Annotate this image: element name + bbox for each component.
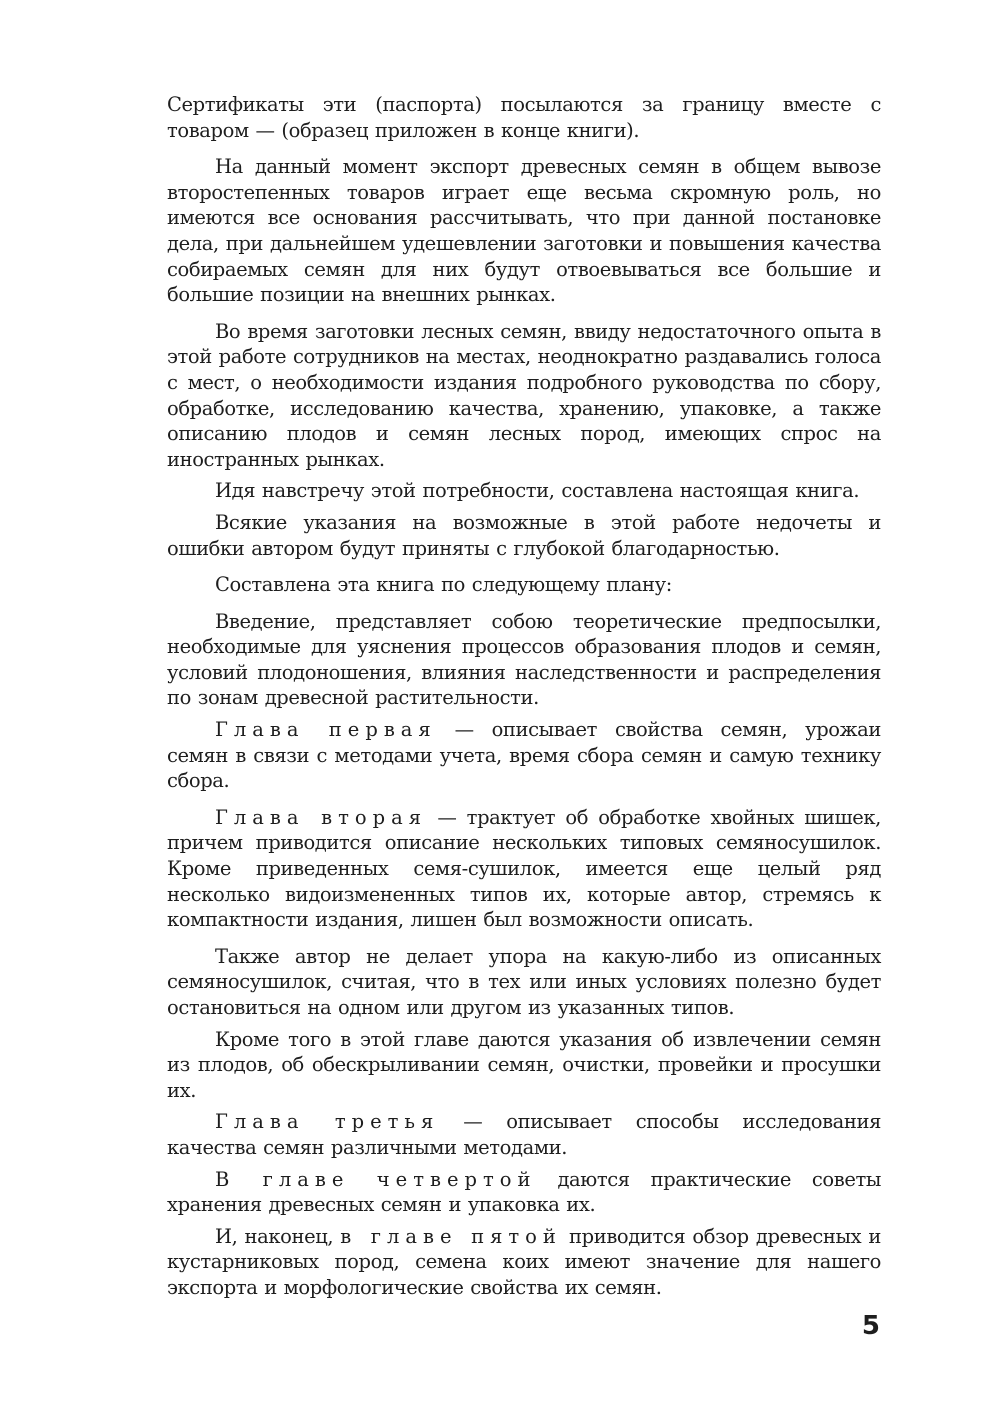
chapter-1-heading: Глава первая [215, 718, 437, 742]
chapter-1-text: — описывает свойства семян, урожаи семян в связи с методами учета, время сбора семян и самую технику сбора. [167, 718, 882, 793]
chapter-5-intro: И, наконец, [215, 1224, 341, 1248]
chapter-4-heading: В главе четвертой [215, 1167, 537, 1191]
page-body [167, 92, 881, 1301]
chapter-3-heading: Глава третья [215, 1110, 440, 1134]
paragraph-7: Введение, представляет собою теоретические предпосылки, необходимые для уяснения процессов образования плодов и семян, условий плодоношения, влияния наследственности и распределения по зонам древесной растительности. [167, 609, 881, 710]
paragraph-12 [167, 1109, 881, 1160]
chapter-3-text: — описывает способы исследования качества семян различными методами. [167, 1110, 881, 1159]
paragraph-9 [167, 805, 881, 933]
page-number: 5 [861, 1311, 880, 1341]
chapter-5-heading: в главе пятой [340, 1224, 562, 1248]
paragraph-8 [167, 717, 881, 794]
paragraph-13 [167, 1167, 881, 1218]
paragraph-14 [167, 1224, 881, 1301]
paragraph-2: На данный момент экспорт древесных семян в общем вывозе второстепенных товаров играет еще весьма скромную роль, но имеются все основания рассчитывать, что при данной постановке дела, при дальнейшем удешевлении заготовки и повышения качества собираемых семян для них будут отвоевываться все большие и большие позиции на внешних рынках. [167, 155, 881, 307]
paragraph-4: Идя навстречу этой потребности, составлена настоящая книга. [215, 479, 860, 503]
chapter-5-text: приводится обзор древесных и кустарниковых пород, семена коих имеют значение для нашего экспорта и морфологические свойства их семян. [167, 1224, 881, 1299]
paragraph-11: Кроме того в этой главе даются указания об извлечении семян из плодов, об обескрыливании семян, очистки, провейки и просушки их. [167, 1027, 881, 1102]
paragraph-6: Составлена эта книга по следующему плану: [215, 573, 672, 597]
paragraph-5: Всякие указания на возможные в этой работе недочеты и ошибки автором будут приняты с глубокой благодарностью. [167, 510, 881, 560]
chapter-4-text: даются практические советы хранения древесных семян и упаковка их. [167, 1167, 881, 1217]
chapter-2-heading: Глава вторая [215, 805, 428, 829]
paragraph-10: Также автор не делает упора на какую-либо из описанных семяносушилок, считая, что в тех или иных условиях полезно будет остановиться на одном или другом из указанных типов. [167, 944, 881, 1019]
paragraph-1: Сертификаты эти (паспорта) посылаются за границу вместе с товаром — (образец приложен в конце книги). [167, 93, 881, 142]
paragraph-3: Во время заготовки лесных семян, ввиду недостаточного опыта в этой работе сотрудников на местах, неоднократно раздавались голоса с мест, о необходимости издания подробного руководства по сбору, обработке, исследованию качества, хранению, упаковке, а также описанию плодов и семян лесных пород, имеющих спрос на иностранных рынках. [167, 319, 881, 471]
chapter-2-text: — трактует об обработке хвойных шишек, причем приводится описание нескольких типовых семяносушилок. Кроме приведенных семя-сушилок, имеется еще целый ряд несколько видоизмененных типов их, которые автор, стремясь к компактности издания, лишен был возможности описать. [167, 805, 881, 932]
